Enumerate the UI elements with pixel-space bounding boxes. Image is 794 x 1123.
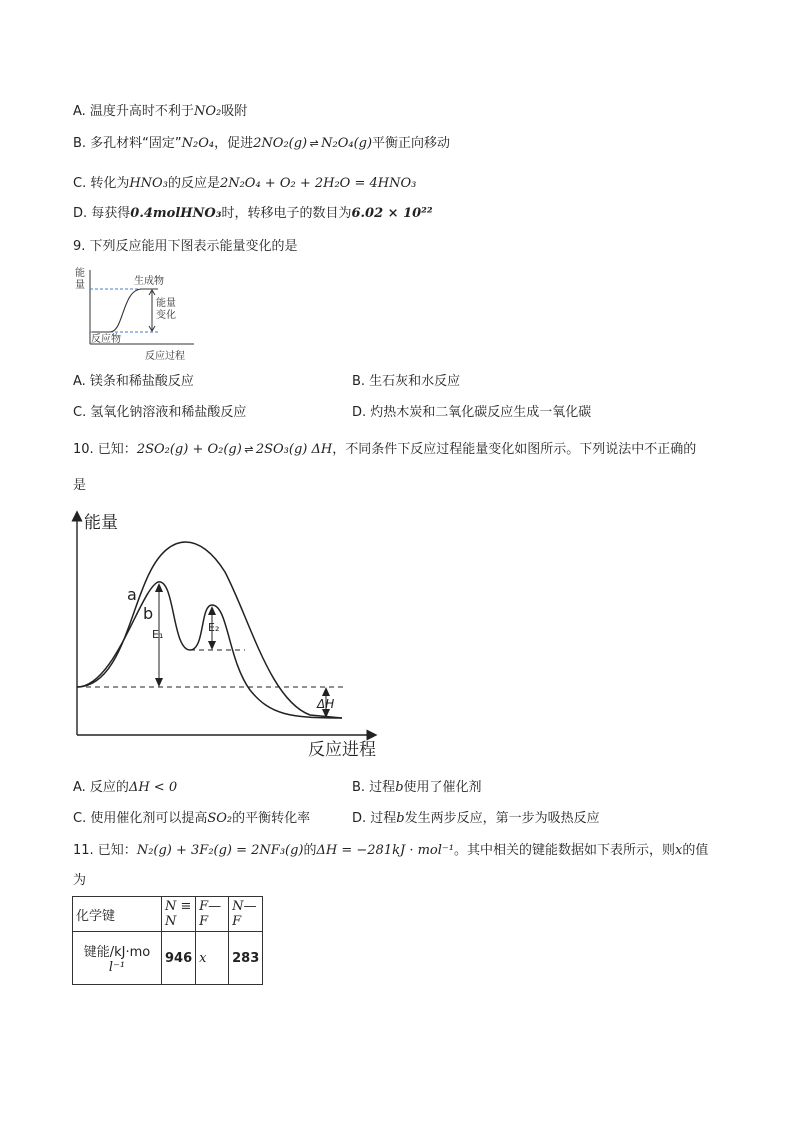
q10-dh-label: ΔH <box>317 697 335 711</box>
reversible-arrow-icon: ⇌ <box>244 443 254 456</box>
q10-e2-label: E₂ <box>208 621 220 634</box>
q11-stem: 11. 已知：N₂(g) + 3F₂(g) = 2NF₃(g)的ΔH = −281kJ · mol⁻¹。其中相关的键能数据如下表所示，则x的值 <box>73 843 709 858</box>
q9-ylabel-2: 量 <box>75 280 85 291</box>
q10-option-b: B. 过程b使用了催化剂 <box>352 780 482 795</box>
q9-xlabel: 反应过程 <box>145 351 185 362</box>
q9-option-d: D. 灼热木炭和二氧化碳反应生成一氧化碳 <box>352 405 592 420</box>
q10-xlabel: 反应进程 <box>308 740 376 760</box>
q10-stem: 10. 已知：2SO₂(g) + O₂(g) ⇌ 2SO₃(g) ΔH，不同条件下反应过程能量变化如图所示。下列说法中不正确的 <box>73 442 697 457</box>
q10-ylabel: 能量 <box>84 513 118 533</box>
q9-energy-diagram <box>72 264 202 364</box>
q9-ylabel-1: 能 <box>75 268 85 279</box>
q10-curve-a-label: a <box>127 585 137 604</box>
table-header-cell: N ≡ N <box>162 897 196 932</box>
q9-stem: 9. 下列反应能用下图表示能量变化的是 <box>73 239 298 254</box>
table-cell: 946 <box>162 932 196 985</box>
q10-e1-label: E₁ <box>152 628 164 641</box>
q8-option-a: A. 温度升高时不利于NO₂吸附 <box>73 104 248 119</box>
q10-option-a: A. 反应的ΔH < 0 <box>73 780 178 795</box>
q10-stem-line2: 是 <box>73 478 87 493</box>
q8-option-d: D. 每获得0.4molHNO₃时，转移电子的数目为6.02 × 10²² <box>73 206 433 221</box>
q8-option-c: C. 转化为HNO₃的反应是2N₂O₄ + O₂ + 2H₂O = 4HNO₃ <box>73 176 417 191</box>
q8-option-b: B. 多孔材料“固定”N₂O₄，促进2NO₂(g) ⇌ N₂O₄(g)平衡正向移动 <box>73 136 451 151</box>
table-header-cell: N—F <box>229 897 263 932</box>
q9-product-label: 生成物 <box>134 276 164 287</box>
q10-option-d: D. 过程b发生两步反应，第一步为吸热反应 <box>352 811 600 826</box>
table-header-label: 化学键 <box>73 897 162 932</box>
table-row-label: 键能/kJ·mo l⁻¹ <box>73 932 162 985</box>
q10-option-c: C. 使用催化剂可以提高SO₂的平衡转化率 <box>73 811 311 826</box>
table-header-row <box>73 897 263 932</box>
q11-stem-line2: 为 <box>73 873 87 888</box>
q9-option-b: B. 生石灰和水反应 <box>352 374 461 389</box>
table-cell: x <box>196 932 229 985</box>
q10-curve-b-label: b <box>143 604 154 623</box>
table-row <box>73 932 263 985</box>
q10-energy-diagram <box>60 510 390 760</box>
bond-energy-table <box>72 896 263 985</box>
reversible-arrow-icon: ⇌ <box>309 137 319 150</box>
q9-change-label-2: 变化 <box>156 310 176 321</box>
table-header-cell: F—F <box>196 897 229 932</box>
table-cell: 283 <box>229 932 263 985</box>
q9-reactant-label: 反应物 <box>91 334 121 345</box>
q9-option-c: C. 氢氧化钠溶液和稀盐酸反应 <box>73 405 247 420</box>
q9-change-label-1: 能量 <box>156 298 176 309</box>
q9-option-a: A. 镁条和稀盐酸反应 <box>73 374 194 389</box>
